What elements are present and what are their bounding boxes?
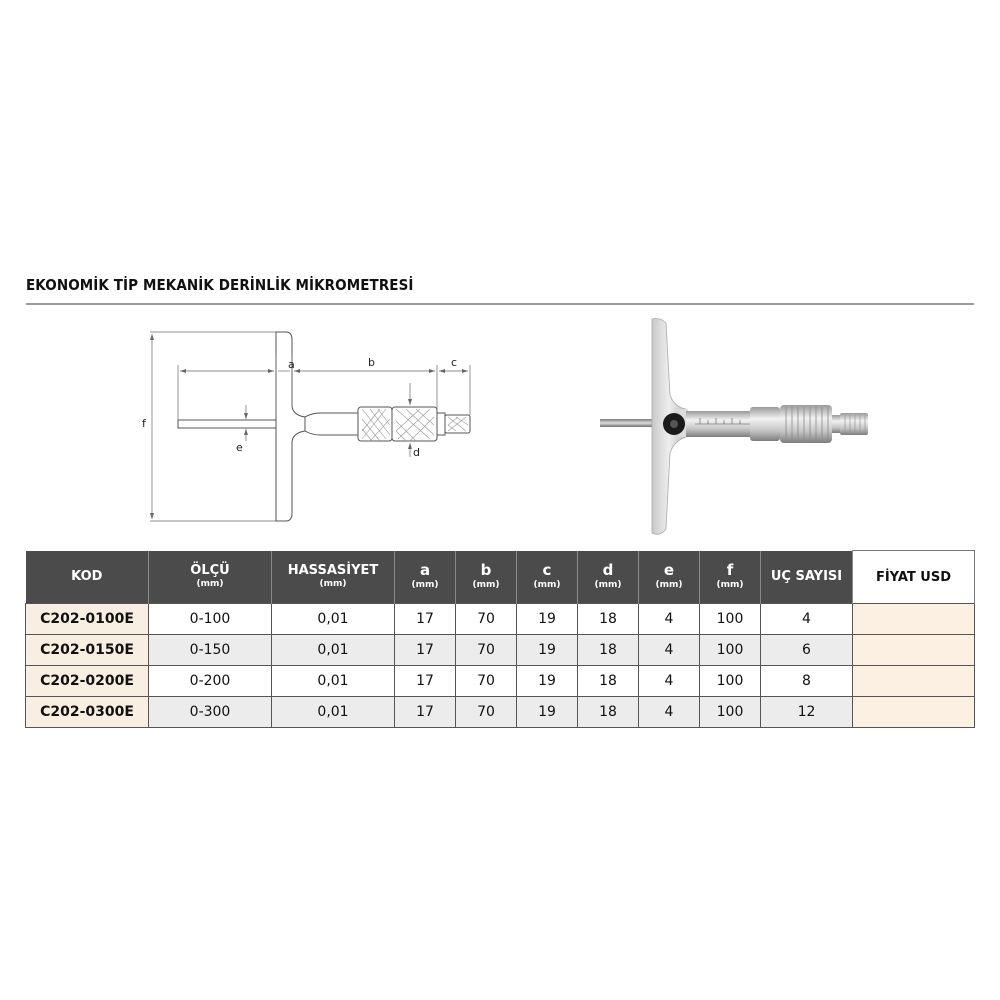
cell-b: 70	[456, 697, 517, 728]
cell-d: 18	[578, 666, 639, 697]
header-uc-sayisi: UÇ SAYISI	[761, 551, 853, 604]
cell-e: 4	[639, 635, 700, 666]
dim-label-d: d	[413, 446, 420, 459]
table-row	[26, 697, 975, 728]
title-divider	[26, 303, 974, 305]
cell-hassasiyet: 0,01	[272, 635, 395, 666]
cell-f: 100	[700, 697, 761, 728]
cell-d: 18	[578, 604, 639, 635]
cell-b: 70	[456, 666, 517, 697]
cell-e: 4	[639, 697, 700, 728]
header-d: d (mm)	[578, 551, 639, 604]
header-olcu: ÖLÇÜ (mm)	[149, 551, 272, 604]
cell-c: 19	[517, 635, 578, 666]
table-header-row	[26, 551, 975, 604]
cell-c: 19	[517, 604, 578, 635]
micrometer-dimension-drawing	[140, 325, 495, 525]
cell-kod: C202-0150E	[26, 635, 149, 666]
header-b: b (mm)	[456, 551, 517, 604]
cell-uc-sayisi: 4	[761, 604, 853, 635]
table-row	[26, 604, 975, 635]
cell-f: 100	[700, 604, 761, 635]
header-c: c (mm)	[517, 551, 578, 604]
header-fiyat-usd: FİYAT USD	[853, 551, 975, 604]
cell-e: 4	[639, 666, 700, 697]
dim-label-e: e	[236, 441, 243, 454]
cell-f: 100	[700, 666, 761, 697]
table-row	[26, 666, 975, 697]
cell-olcu: 0-200	[149, 666, 272, 697]
cell-a: 17	[395, 666, 456, 697]
cell-f: 100	[700, 635, 761, 666]
cell-kod: C202-0200E	[26, 666, 149, 697]
cell-fiyat	[853, 666, 975, 697]
dim-label-a: a	[288, 358, 295, 371]
cell-c: 19	[517, 697, 578, 728]
micrometer-product-photo	[590, 315, 880, 540]
header-a: a (mm)	[395, 551, 456, 604]
table-row	[26, 635, 975, 666]
cell-kod: C202-0300E	[26, 697, 149, 728]
specification-table	[25, 550, 975, 728]
cell-b: 70	[456, 604, 517, 635]
cell-uc-sayisi: 12	[761, 697, 853, 728]
cell-fiyat	[853, 697, 975, 728]
cell-fiyat	[853, 604, 975, 635]
cell-olcu: 0-300	[149, 697, 272, 728]
cell-hassasiyet: 0,01	[272, 697, 395, 728]
cell-fiyat	[853, 635, 975, 666]
header-f: f (mm)	[700, 551, 761, 604]
cell-d: 18	[578, 697, 639, 728]
cell-a: 17	[395, 697, 456, 728]
cell-hassasiyet: 0,01	[272, 666, 395, 697]
cell-hassasiyet: 0,01	[272, 604, 395, 635]
cell-e: 4	[639, 604, 700, 635]
cell-d: 18	[578, 635, 639, 666]
cell-olcu: 0-150	[149, 635, 272, 666]
cell-uc-sayisi: 8	[761, 666, 853, 697]
cell-c: 19	[517, 666, 578, 697]
page-title: EKONOMİK TİP MEKANİK DERİNLİK MİKROMETRESİ	[26, 276, 414, 294]
header-kod: KOD	[26, 551, 149, 604]
dim-label-b: b	[368, 356, 375, 369]
cell-a: 17	[395, 635, 456, 666]
header-hassasiyet: HASSASİYET (mm)	[272, 551, 395, 604]
cell-olcu: 0-100	[149, 604, 272, 635]
cell-uc-sayisi: 6	[761, 635, 853, 666]
dim-label-c: c	[451, 356, 458, 369]
cell-kod: C202-0100E	[26, 604, 149, 635]
header-e: e (mm)	[639, 551, 700, 604]
dim-label-f: f	[142, 417, 146, 430]
cell-a: 17	[395, 604, 456, 635]
cell-b: 70	[456, 635, 517, 666]
